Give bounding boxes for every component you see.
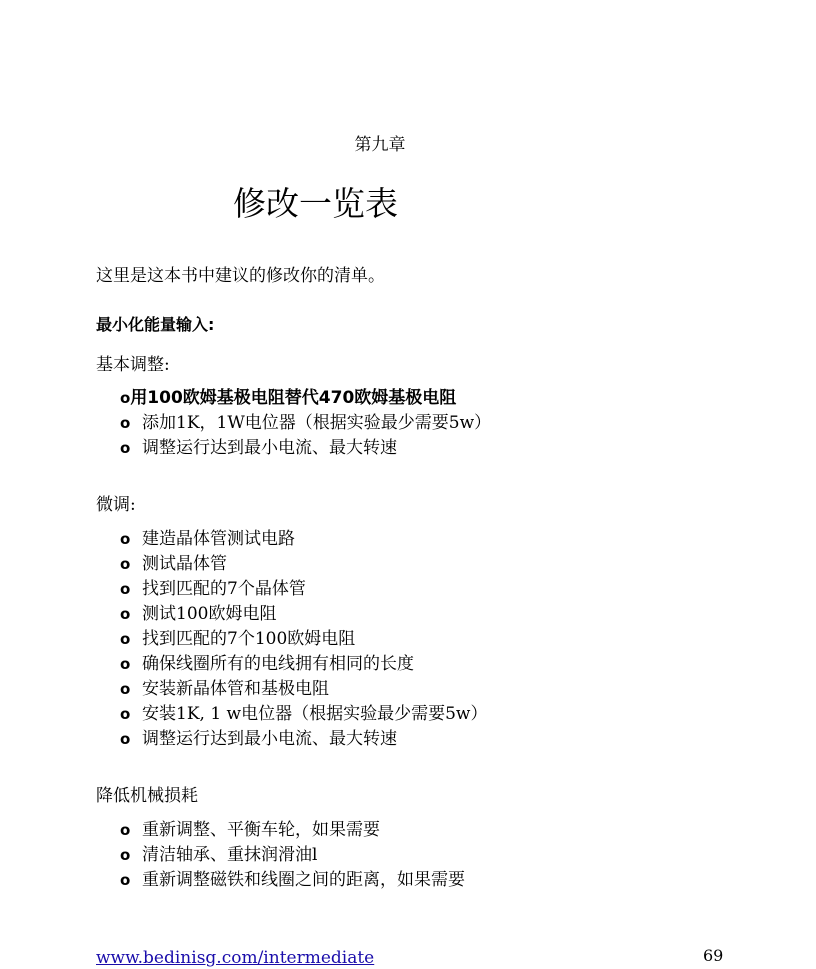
- list-item-text: 调整运行达到最小电流、最大转速: [142, 729, 397, 749]
- list-item: [120, 843, 465, 868]
- list-item-text: 重新调整、平衡车轮，如果需要: [142, 820, 380, 840]
- list-item-text: 安装1K, 1 w电位器（根据实验最少需要5w）: [142, 704, 488, 724]
- list-item-text: 添加1K，1W电位器（根据实验最少需要5w）: [142, 413, 492, 433]
- list-item-text: 重新调整磁铁和线圈之间的距离，如果需要: [142, 870, 465, 890]
- fine-tuning-list: [120, 527, 487, 752]
- list-item-text: 测试晶体管: [142, 554, 227, 574]
- section-heading-mechanical: 降低机械损耗: [96, 786, 198, 806]
- list-item-text: 确保线圈所有的电线拥有相同的长度: [142, 654, 414, 674]
- list-item-text: 找到匹配的7个晶体管: [142, 579, 306, 599]
- list-item: [120, 677, 487, 702]
- list-item: [120, 602, 487, 627]
- section-heading-fine: 微调:: [96, 495, 136, 515]
- bullet-icon: o: [120, 655, 131, 673]
- list-item: [120, 727, 487, 752]
- page-title: 修改一览表: [233, 184, 398, 223]
- intro-text: 这里是这本书中建议的修改你的清单。: [96, 266, 385, 286]
- bullet-icon: o: [120, 846, 131, 864]
- list-item-text: 安装新晶体管和基极电阻: [142, 679, 329, 699]
- list-item: [120, 527, 487, 552]
- bullet-icon: o: [120, 705, 131, 723]
- bullet-icon: o: [120, 389, 131, 407]
- page-number: 69: [703, 946, 724, 965]
- list-item-text: 找到匹配的7个100欧姆电阻: [142, 629, 356, 649]
- section-heading-minimize-input: 最小化能量输入:: [96, 315, 215, 334]
- bullet-icon: o: [120, 439, 131, 457]
- list-item: [120, 386, 491, 411]
- section-heading-basic: 基本调整:: [96, 355, 170, 375]
- list-item: [120, 818, 465, 843]
- bullet-icon: o: [120, 605, 131, 623]
- list-item: [120, 702, 487, 727]
- bullet-icon: o: [120, 871, 131, 889]
- list-item: [120, 577, 487, 602]
- list-item: [120, 868, 465, 893]
- list-item: [120, 436, 491, 461]
- mechanical-loss-list: [120, 818, 465, 893]
- bullet-icon: o: [120, 730, 131, 748]
- bullet-icon: o: [120, 530, 131, 548]
- list-item-text: 清洁轴承、重抹润滑油l: [142, 845, 318, 865]
- list-item: [120, 627, 487, 652]
- bullet-icon: o: [120, 821, 131, 839]
- bullet-icon: o: [120, 414, 131, 432]
- list-item: [120, 411, 491, 436]
- bullet-icon: o: [120, 555, 131, 573]
- list-item-text: 建造晶体管测试电路: [142, 529, 295, 549]
- list-item-text: 调整运行达到最小电流、最大转速: [142, 438, 397, 458]
- footer-website-link[interactable]: www.bedinisg.com/intermediate: [96, 948, 375, 968]
- chapter-label: 第九章: [354, 135, 406, 155]
- list-item-text: 用100欧姆基极电阻替代470欧姆基极电阻: [130, 388, 457, 408]
- bullet-icon: o: [120, 680, 131, 698]
- basic-adjustment-list: [120, 386, 491, 461]
- list-item-text: 测试100欧姆电阻: [142, 604, 277, 624]
- list-item: [120, 552, 487, 577]
- list-item: [120, 652, 487, 677]
- bullet-icon: o: [120, 580, 131, 598]
- bullet-icon: o: [120, 630, 131, 648]
